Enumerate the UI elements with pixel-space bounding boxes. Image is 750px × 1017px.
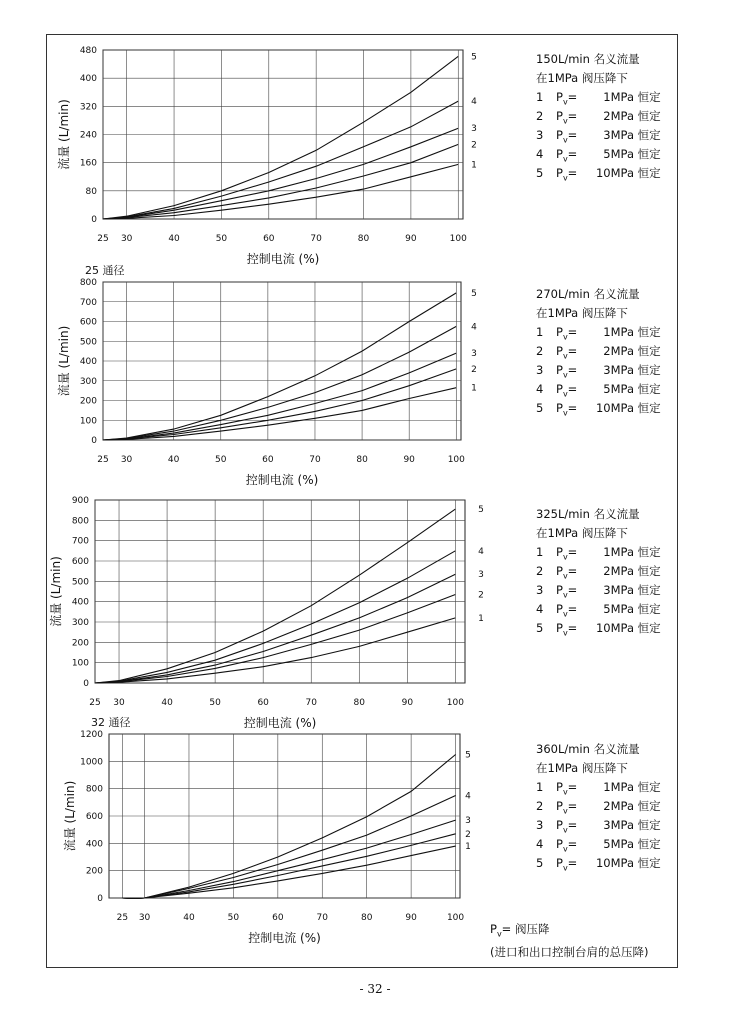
x-axis-label: 控制电流 (%)	[246, 252, 320, 266]
y-tick-label: 300	[71, 618, 89, 628]
legend-row-value: 1MPa	[603, 545, 634, 559]
series-curve	[122, 846, 455, 898]
legend-row-pv: $P_v=$	[556, 564, 578, 581]
legend-rows	[536, 88, 661, 183]
y-tick-label: 300	[79, 376, 97, 387]
legend-row-number: 2	[536, 344, 544, 358]
legend-row-pv-sub: v	[562, 351, 568, 361]
legend-row-number: 1	[536, 90, 544, 104]
series-curve	[103, 369, 456, 440]
legend-row-pv-sub: v	[562, 135, 568, 145]
legend-header-nominal-flow: 270L/min 名义流量	[536, 287, 640, 301]
legend-row-number: 5	[536, 401, 544, 415]
legend-row-pv: $P_v=$	[556, 401, 578, 418]
x-tick-label: 40	[161, 698, 173, 708]
legend-row-value: 3MPa	[603, 583, 634, 597]
x-tick-label: 30	[120, 455, 133, 465]
y-tick-label: 800	[85, 784, 103, 795]
legend-row-number: 1	[536, 780, 544, 794]
legend-row	[536, 778, 661, 797]
y-tick-label: 600	[71, 557, 89, 567]
legend-rows	[536, 323, 661, 418]
x-tick-label: 80	[356, 455, 368, 465]
x-tick-label: 80	[360, 913, 373, 923]
legend-row	[536, 323, 661, 342]
legend-row-pv: $P_v=$	[556, 109, 578, 126]
legend-row-suffix: 恒定	[637, 856, 661, 870]
y-tick-label: 0	[83, 679, 89, 689]
legend-row-number: 2	[536, 564, 544, 578]
y-axis-label: 流量 (L/min)	[63, 780, 77, 852]
legend-header-pressure-drop: 在1MPa 阀压降下	[536, 526, 628, 540]
legend-row-number: 4	[536, 602, 544, 616]
series-curve	[103, 164, 458, 219]
x-tick-label: 50	[215, 455, 227, 465]
series-label: 3	[478, 570, 484, 581]
series-label: 2	[478, 590, 484, 601]
y-tick-label: 160	[79, 158, 97, 169]
y-tick-label: 600	[85, 812, 103, 822]
y-tick-label: 0	[91, 436, 97, 446]
legend-row-suffix: 恒定	[637, 363, 661, 377]
legend-row-value: 5MPa	[603, 147, 634, 161]
series-curve	[103, 56, 458, 219]
x-tick-label: 80	[357, 234, 370, 244]
x-tick-label: 30	[138, 913, 151, 923]
x-tick-label: 70	[316, 913, 328, 923]
legend-row	[536, 145, 661, 164]
legend-chart-1	[536, 50, 661, 183]
legend-row-suffix: 恒定	[637, 837, 661, 851]
series-label: 4	[471, 322, 477, 333]
x-tick-label: 25	[89, 698, 101, 708]
y-tick-label: 400	[79, 357, 97, 367]
series-label: 5	[465, 750, 471, 761]
legend-row-pv-sub: v	[562, 590, 568, 600]
legend-row-pv: $P_v=$	[556, 382, 578, 399]
footnote-pv-sub: v	[496, 929, 502, 939]
x-tick-label: 25	[97, 234, 109, 244]
legend-rows	[536, 778, 661, 873]
legend-row-pv-sub: v	[562, 863, 568, 873]
x-tick-label: 100	[446, 698, 464, 708]
legend-row-pv: $P_v=$	[556, 583, 578, 600]
legend-row-pv-sub: v	[562, 552, 568, 562]
legend-row	[536, 126, 661, 145]
y-tick-label: 400	[71, 597, 89, 608]
x-tick-label: 60	[272, 913, 284, 923]
legend-row-value: 3MPa	[603, 363, 634, 377]
legend-row-pv: $P_v=$	[556, 818, 578, 835]
legend-row	[536, 797, 661, 816]
y-tick-label: 800	[79, 278, 97, 288]
legend-row-number: 5	[536, 621, 544, 635]
y-tick-label: 100	[79, 416, 97, 427]
y-tick-label: 100	[71, 658, 89, 669]
legend-row	[536, 361, 661, 380]
legend-header-pressure-drop: 在1MPa 阀压降下	[536, 761, 628, 775]
series-label: 5	[478, 505, 484, 516]
legend-row-number: 2	[536, 799, 544, 813]
x-tick-label: 50	[215, 234, 228, 244]
series-label: 2	[465, 829, 471, 840]
legend-row	[536, 380, 661, 399]
series-label: 4	[465, 791, 471, 802]
series-label: 4	[478, 546, 484, 557]
y-tick-label: 480	[79, 46, 97, 56]
legend-row	[536, 543, 661, 562]
legend-row-suffix: 恒定	[637, 780, 661, 794]
legend-row-pv: $P_v=$	[556, 602, 578, 619]
legend-row-value: 10MPa	[595, 856, 634, 870]
legend-header-nominal-flow: 360L/min 名义流量	[536, 742, 640, 756]
series-curve	[103, 144, 458, 219]
y-tick-label: 700	[71, 536, 89, 547]
legend-row-value: 3MPa	[603, 128, 634, 142]
legend-row-pv-sub: v	[562, 154, 568, 164]
footnote	[490, 920, 648, 962]
legend-row	[536, 619, 661, 638]
legend-row	[536, 107, 661, 126]
legend-row	[536, 164, 661, 183]
legend-row-suffix: 恒定	[637, 602, 661, 616]
series-curve	[95, 509, 455, 683]
series-curve	[95, 551, 455, 683]
legend-row-value: 2MPa	[603, 799, 634, 813]
y-tick-label: 0	[91, 215, 97, 225]
x-axis-label: 控制电流 (%)	[248, 931, 321, 945]
legend-row-pv: $P_v=$	[556, 363, 578, 380]
legend-header-nominal-flow: 325L/min 名义流量	[536, 507, 640, 521]
legend-row-value: 2MPa	[603, 109, 634, 123]
legend-row	[536, 342, 661, 361]
legend-row-suffix: 恒定	[637, 344, 661, 358]
x-axis-label: 控制电流 (%)	[245, 473, 319, 487]
legend-row-pv-sub: v	[562, 806, 568, 816]
legend-row-pv: $P_v=$	[556, 780, 578, 797]
x-tick-label: 40	[183, 913, 195, 923]
footnote-text: = 阀压降	[501, 922, 550, 936]
series-label: 1	[471, 160, 477, 171]
legend-row-number: 4	[536, 837, 544, 851]
legend-row-pv-sub: v	[562, 787, 568, 797]
series-label: 3	[465, 816, 471, 827]
legend-row-pv-sub: v	[562, 609, 568, 619]
legend-row-value: 1MPa	[603, 325, 634, 339]
legend-rows	[536, 543, 661, 638]
x-tick-label: 70	[309, 455, 321, 465]
legend-row-pv-sub: v	[562, 628, 568, 638]
section-label: 25 通径	[85, 264, 125, 277]
x-tick-label: 30	[113, 698, 125, 708]
legend-row-pv-sub: v	[562, 844, 568, 854]
legend-row	[536, 88, 661, 107]
legend-row-value: 10MPa	[595, 166, 634, 180]
x-tick-label: 100	[449, 234, 467, 244]
legend-row	[536, 816, 661, 835]
y-tick-label: 240	[79, 130, 97, 141]
y-tick-label: 200	[79, 396, 97, 407]
plot-area	[95, 500, 465, 683]
x-tick-label: 25	[116, 913, 129, 923]
legend-row	[536, 581, 661, 600]
legend-header-nominal-flow: 150L/min 名义流量	[536, 52, 640, 66]
legend-row-pv-sub: v	[562, 370, 568, 380]
legend-row-pv-sub: v	[562, 116, 568, 126]
legend-header-pressure-drop: 在1MPa 阀压降下	[536, 306, 628, 320]
x-tick-label: 100	[446, 913, 465, 923]
series-label: 3	[471, 124, 477, 135]
series-label: 2	[471, 140, 477, 151]
y-axis-label: 流量 (L/min)	[49, 556, 63, 627]
series-label: 2	[471, 364, 477, 375]
footnote-line-2: (进口和出口控制台肩的总压降)	[490, 945, 649, 960]
legend-row-number: 4	[536, 382, 544, 396]
legend-row-value: 5MPa	[603, 837, 634, 851]
legend-row-suffix: 恒定	[637, 799, 661, 813]
legend-row-suffix: 恒定	[637, 583, 661, 597]
legend-row-value: 5MPa	[603, 602, 634, 616]
legend-row-pv-sub: v	[562, 389, 568, 399]
legend-row-pv-sub: v	[562, 332, 568, 342]
x-tick-label: 90	[405, 913, 417, 923]
legend-row-pv-sub: v	[562, 408, 568, 418]
legend-row	[536, 600, 661, 619]
legend-row-pv: $P_v=$	[556, 344, 578, 361]
legend-row-suffix: 恒定	[637, 128, 661, 142]
legend-row-value: 10MPa	[595, 621, 634, 635]
legend-row-value: 10MPa	[595, 401, 634, 415]
legend-row	[536, 399, 661, 418]
legend-row-value: 5MPa	[603, 382, 634, 396]
legend-row-value: 3MPa	[603, 818, 634, 832]
legend-row-pv: $P_v=$	[556, 799, 578, 816]
legend-row	[536, 562, 661, 581]
legend-row-suffix: 恒定	[637, 90, 661, 104]
legend-chart-3	[536, 505, 661, 638]
legend-row-pv-sub: v	[562, 825, 568, 835]
y-axis-label: 流量 (L/min)	[57, 325, 71, 397]
y-tick-label: 500	[71, 577, 89, 588]
legend-row-number: 3	[536, 363, 544, 377]
x-tick-label: 60	[257, 698, 269, 708]
x-tick-label: 60	[262, 455, 274, 465]
x-tick-label: 100	[447, 455, 465, 465]
x-tick-label: 50	[209, 698, 221, 708]
x-tick-label: 70	[310, 234, 322, 244]
y-tick-label: 320	[79, 102, 97, 113]
y-tick-label: 400	[85, 839, 103, 850]
x-tick-label: 90	[403, 455, 415, 465]
legend-row-suffix: 恒定	[637, 818, 661, 832]
x-tick-label: 90	[401, 698, 414, 708]
legend-row-pv: $P_v=$	[556, 545, 578, 562]
legend-row-value: 2MPa	[603, 344, 634, 358]
series-label: 1	[471, 383, 477, 394]
legend-row-suffix: 恒定	[637, 564, 661, 578]
series-curve	[103, 353, 456, 440]
legend-row-number: 2	[536, 109, 544, 123]
x-tick-label: 60	[263, 234, 275, 244]
legend-row-suffix: 恒定	[637, 325, 661, 339]
y-tick-label: 900	[71, 496, 89, 506]
legend-row-pv: $P_v=$	[556, 90, 578, 107]
y-tick-label: 1000	[80, 757, 103, 768]
x-tick-label: 40	[167, 455, 180, 465]
y-tick-label: 800	[71, 516, 89, 527]
x-tick-label: 30	[120, 234, 133, 244]
legend-row-suffix: 恒定	[637, 166, 661, 180]
legend-row-value: 1MPa	[603, 780, 634, 794]
y-axis-label: 流量 (L/min)	[57, 99, 71, 170]
section-label: 32 通径	[91, 716, 131, 729]
legend-row-suffix: 恒定	[637, 382, 661, 396]
y-tick-label: 80	[85, 186, 97, 197]
legend-chart-4	[536, 740, 661, 873]
legend-row-pv-sub: v	[562, 97, 568, 107]
legend-row-pv-sub: v	[562, 173, 568, 183]
series-label: 3	[471, 349, 477, 360]
series-curve	[95, 574, 455, 683]
legend-row-value: 1MPa	[603, 90, 634, 104]
footnote-pv: P	[490, 922, 497, 936]
series-label: 5	[471, 52, 477, 63]
legend-row-suffix: 恒定	[637, 545, 661, 559]
legend-row-number: 3	[536, 818, 544, 832]
x-tick-label: 25	[97, 455, 109, 465]
y-tick-label: 200	[85, 866, 103, 877]
y-tick-label: 200	[71, 638, 89, 649]
legend-row-suffix: 恒定	[637, 147, 661, 161]
legend-row-value: 2MPa	[603, 564, 634, 578]
legend-chart-2	[536, 285, 661, 418]
y-tick-label: 500	[79, 337, 97, 348]
legend-row-number: 3	[536, 128, 544, 142]
legend-row-number: 5	[536, 856, 544, 870]
x-tick-label: 90	[405, 234, 417, 244]
legend-row-pv: $P_v=$	[556, 128, 578, 145]
legend-row	[536, 854, 661, 873]
footnote-line-1	[490, 920, 648, 943]
legend-row-pv: $P_v=$	[556, 837, 578, 854]
legend-row-suffix: 恒定	[637, 109, 661, 123]
legend-row-pv: $P_v=$	[556, 621, 578, 638]
legend-row-pv: $P_v=$	[556, 856, 578, 873]
x-tick-label: 50	[227, 913, 240, 923]
legend-row-number: 5	[536, 166, 544, 180]
page-number: - 32 -	[359, 982, 391, 996]
legend-header-pressure-drop: 在1MPa 阀压降下	[536, 71, 628, 85]
series-label: 1	[478, 613, 484, 624]
series-curve	[103, 101, 458, 219]
legend-row-pv-sub: v	[562, 571, 568, 581]
legend-row-number: 3	[536, 583, 544, 597]
series-label: 4	[471, 97, 477, 108]
series-curve	[122, 820, 455, 898]
series-label: 1	[465, 842, 471, 853]
legend-row-number: 4	[536, 147, 544, 161]
y-tick-label: 700	[79, 297, 97, 308]
x-tick-label: 70	[305, 698, 317, 708]
y-tick-label: 600	[79, 317, 97, 328]
legend-row-suffix: 恒定	[637, 401, 661, 415]
x-tick-label: 80	[353, 698, 366, 708]
x-axis-label: 控制电流 (%)	[243, 716, 317, 730]
legend-row-number: 1	[536, 325, 544, 339]
series-curve	[122, 755, 455, 899]
y-tick-label: 1200	[80, 730, 103, 740]
legend-row-pv: $P_v=$	[556, 166, 578, 183]
y-tick-label: 400	[79, 74, 97, 85]
legend-row	[536, 835, 661, 854]
series-label: 5	[471, 288, 477, 299]
legend-row-suffix: 恒定	[637, 621, 661, 635]
legend-row-number: 1	[536, 545, 544, 559]
legend-row-pv: $P_v=$	[556, 147, 578, 164]
y-tick-label: 0	[97, 894, 103, 904]
x-tick-label: 40	[168, 234, 180, 244]
legend-row-pv: $P_v=$	[556, 325, 578, 342]
series-curve	[103, 128, 458, 219]
